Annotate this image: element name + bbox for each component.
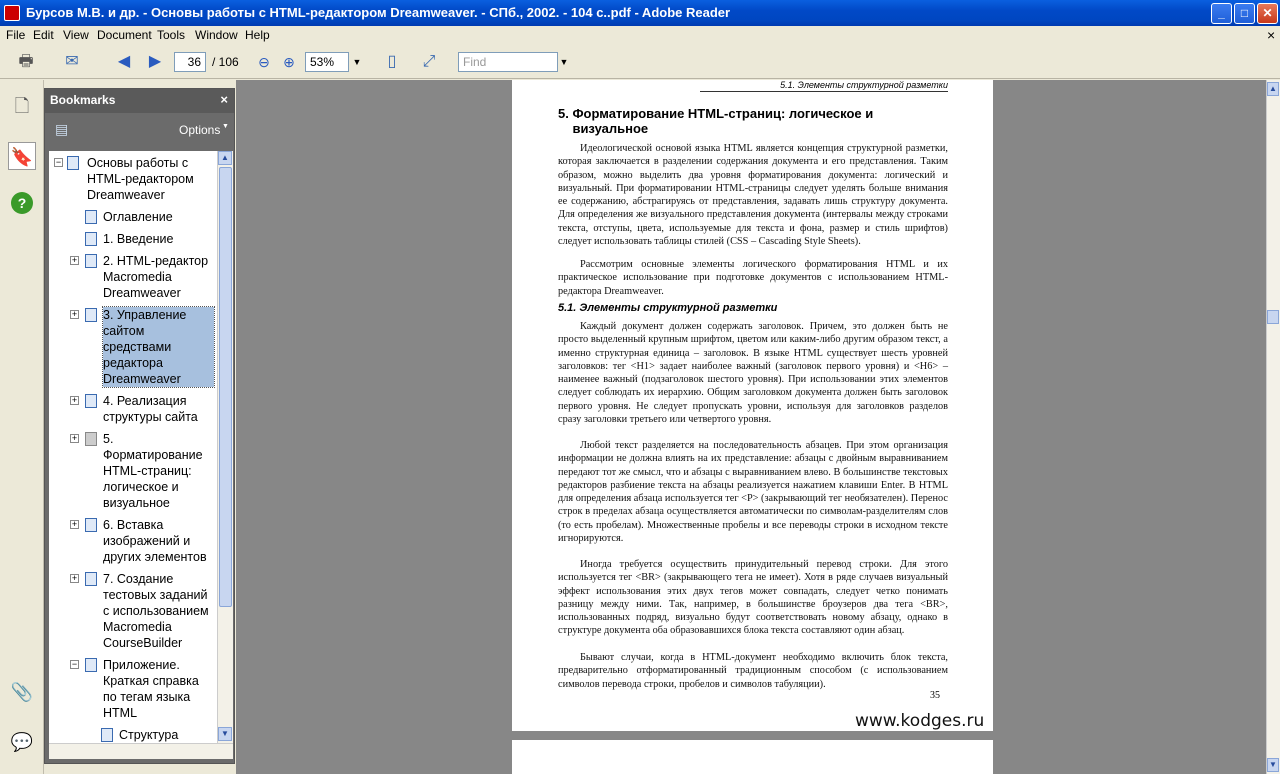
- page-number: 35: [930, 690, 940, 701]
- expand-icon[interactable]: +: [71, 573, 78, 583]
- scrollbar-thumb[interactable]: [219, 167, 232, 607]
- bookmark-item[interactable]: − Приложение. Краткая справка по тегам языка HTML: [71, 658, 199, 720]
- expand-icon[interactable]: +: [71, 395, 78, 405]
- scrollbar-thumb[interactable]: [1267, 310, 1279, 324]
- bookmarks-scrollbar[interactable]: [217, 151, 233, 743]
- expand-icon[interactable]: +: [71, 519, 78, 529]
- scroll-down-icon[interactable]: ▼: [1267, 758, 1279, 772]
- bookmarks-horizontal-scrollbar[interactable]: [49, 743, 233, 759]
- next-page-icon[interactable]: ▶: [148, 53, 162, 70]
- watermark: www.kodges.ru: [855, 711, 985, 731]
- toolbar: [0, 45, 1280, 79]
- menu-bar: [0, 26, 1280, 45]
- bookmark-item[interactable]: Структура: [49, 727, 178, 743]
- page-total: / 106: [212, 55, 239, 69]
- pages-icon[interactable]: 🗋: [14, 96, 30, 116]
- email-icon[interactable]: ✉: [65, 53, 79, 70]
- expand-icon[interactable]: +: [71, 433, 78, 443]
- page-number-input[interactable]: 36: [174, 52, 206, 72]
- paragraph: Любой текст разделяется на последовательность абзацев. При этом организация информации не должна влиять на их представление: абзацы с двойным выравниванием передают тот же смысл, что и абзацы с выравниванием влево. В большинстве текстовых редакторов разбиение текста на абзацы реализуется нажатием клавиши Enter. В HTML для определения абзаца используется тег <P> (закрывающий тег необязателен). Перенос строк в пределах абзаца осуществляется автоматически по символам-разделителям слов (то есть пробелам). Множественные пробелы и все переводы строки в исходном тексте игнорируются.: [558, 440, 948, 544]
- menu-tools[interactable]: Tools: [157, 28, 186, 42]
- paragraph: Рассмотрим основные элементы логического форматирования HTML и их практическое использование при подготовке документов с использованием HTML-редактора Dreamweaver.: [558, 259, 948, 297]
- bookmark-item[interactable]: + 6. Вставка изображений и других элементов: [71, 518, 207, 564]
- document-scrollbar[interactable]: [1266, 80, 1280, 774]
- options-menu[interactable]: Options: [179, 123, 221, 137]
- expand-icon[interactable]: +: [71, 309, 78, 319]
- bookmarks-header: [45, 89, 234, 113]
- window-title: Бурсов М.В. и др. - Основы работы с HTML-редактором Dreamweaver. - СПб., 2002. - 104 с..pdf - Adobe Reader: [26, 5, 731, 20]
- bookmark-item-selected[interactable]: + 3. Управление сайтом средствами редактора Dreamweaver: [49, 307, 215, 387]
- bookmark-item[interactable]: + 2. HTML-редактор Macromedia Dreamweaver: [71, 254, 209, 300]
- fit-page-icon[interactable]: ▯: [387, 53, 397, 70]
- bookmark-item[interactable]: 1. Введение: [49, 231, 174, 247]
- menu-window[interactable]: Window: [195, 28, 238, 42]
- bookmark-icon: [85, 254, 97, 268]
- title-bar: [0, 0, 1280, 26]
- bookmark-icon: [85, 518, 97, 532]
- fit-width-icon[interactable]: ⤢: [422, 53, 436, 70]
- bookmark-item[interactable]: Оглавление: [49, 209, 173, 225]
- bookmark-icon: [85, 394, 97, 408]
- bookmark-item[interactable]: − Основы работы с HTML-редактором Dreamweaver: [55, 156, 194, 202]
- bookmark-icon: [85, 432, 97, 446]
- zoom-dropdown-icon[interactable]: ▼: [352, 57, 362, 67]
- minimize-button[interactable]: _: [1211, 3, 1232, 24]
- paragraph: Каждый документ должен содержать заголовок. Причем, это должен быть не просто выделенный крупным шрифтом, цветом или каким-либо другим образом текст, а именно структурная единица – заголовок. В языке HTML существует шесть уровней заголовков: тег <H1> задает наиболее важный (заголовок первого уровня) и <H6> – наименее важный (подзаголовок шестого уровня). При использовании этих элементов следует соблюдать их иерархию. Общим заголовком документа должен быть заголовок первого уровня. Не следует пропускать уровни, используя для заголовков разделов сразу заголовки третьего или четвертого уровня.: [558, 321, 948, 425]
- expand-bookmark-icon[interactable]: ▤: [55, 121, 69, 137]
- bookmark-icon: [85, 210, 97, 224]
- menu-document[interactable]: Document: [97, 28, 152, 42]
- zoom-out-icon[interactable]: ⊖: [258, 54, 270, 70]
- zoom-in-icon[interactable]: ⊕: [283, 54, 295, 70]
- paragraph: Бывают случаи, когда в HTML-документ необходимо включить блок текста, предварительно отформатированный традиционным способом (с использованием символов перевода строки, пробелов и символов табуляции).: [558, 652, 948, 690]
- bookmarks-title: Bookmarks: [50, 93, 116, 107]
- subsection-title: 5.1. Элементы структурной разметки: [558, 302, 778, 314]
- close-button[interactable]: ✕: [1257, 3, 1278, 24]
- scroll-up-icon[interactable]: ▲: [1267, 82, 1279, 96]
- pdf-next-page: [512, 740, 993, 774]
- bookmark-item[interactable]: + 7. Создание тестовых заданий с использованием Macromedia CourseBuilder: [71, 572, 209, 650]
- help-icon[interactable]: ?: [11, 192, 33, 214]
- adobe-reader-icon: [4, 5, 20, 21]
- zoom-select[interactable]: 53%: [305, 52, 349, 72]
- bookmark-icon: [85, 232, 97, 246]
- bookmark-icon: [101, 728, 113, 742]
- menu-file[interactable]: File: [6, 28, 26, 42]
- print-icon[interactable]: 🖶: [18, 53, 34, 70]
- bookmarks-panel: [44, 88, 235, 764]
- collapse-icon[interactable]: −: [71, 659, 78, 669]
- paragraph: Идеологической основой языка HTML является концепция структурной разметки, которая заключается в разделении содержания документа и его представления. Таким образом, можно выделить два уровня форматирования документа: логический и визуальный. При форматировании HTML-страницы следует уделять больше внимания ее содержанию, абстрагируясь от представления, задавать лишь структуру документа. Для определения же визуального представления документа (интервалы между строками текста, отступы, цвета, используемые для текста и фона, размер и стиль шрифтов) следует использовать таблицы стилей (CSS – Cascading Style Sheets).: [558, 143, 948, 247]
- scroll-up-icon[interactable]: ▲: [218, 151, 232, 165]
- bookmark-icon: [85, 658, 97, 672]
- scroll-down-icon[interactable]: ▼: [218, 727, 232, 741]
- bookmark-icon: [67, 156, 79, 170]
- bookmark-icon: [85, 308, 97, 322]
- menu-view[interactable]: View: [63, 28, 89, 42]
- bookmark-icon: [85, 572, 97, 586]
- bookmarks-tree: [49, 151, 217, 743]
- bookmark-item[interactable]: + 4. Реализация структуры сайта: [71, 394, 198, 424]
- menu-edit[interactable]: Edit: [33, 28, 54, 42]
- section-title: 5. Форматирование HTML-страниц: логическое и визуальное: [558, 106, 874, 136]
- maximize-button[interactable]: □: [1234, 3, 1255, 24]
- attachments-icon[interactable]: 📎: [10, 682, 34, 702]
- running-head: 5.1. Элементы структурной разметки: [700, 80, 948, 92]
- expand-icon[interactable]: +: [71, 255, 78, 265]
- bookmarks-close-button[interactable]: ×: [220, 92, 228, 107]
- find-dropdown-icon[interactable]: ▼: [559, 57, 569, 67]
- bookmark-item[interactable]: + 5. Форматирование HTML-страниц: логическое и визуальное: [71, 432, 203, 510]
- navigation-pane-strip: [0, 80, 44, 774]
- comments-icon[interactable]: 💬: [10, 732, 34, 752]
- bookmarks-toolbar: [45, 113, 234, 147]
- paragraph: Иногда требуется осуществить принудительный перевод строки. Для этого используется тег <BR> (закрывающего тега не имеет). Хотя в ряде случаев визуальный эффект использования этих двух тегов может совпадать, следует четко понимать разницу между ними. Так, например, в большинстве броузеров два тега <BR>, использованных подряд, визуально будут соответствовать новому абзацу, однако в структуре документа оба образовавшихся блока текста составляют один абзац.: [558, 559, 948, 637]
- options-dropdown-icon[interactable]: ▼: [222, 123, 229, 130]
- menu-help[interactable]: Help: [245, 28, 270, 42]
- previous-page-icon[interactable]: ◀: [117, 53, 131, 70]
- menu-close-document[interactable]: ×: [1267, 27, 1276, 43]
- collapse-icon[interactable]: −: [55, 157, 62, 167]
- find-input[interactable]: Find: [458, 52, 558, 72]
- bookmarks-icon[interactable]: 🔖: [8, 142, 36, 170]
